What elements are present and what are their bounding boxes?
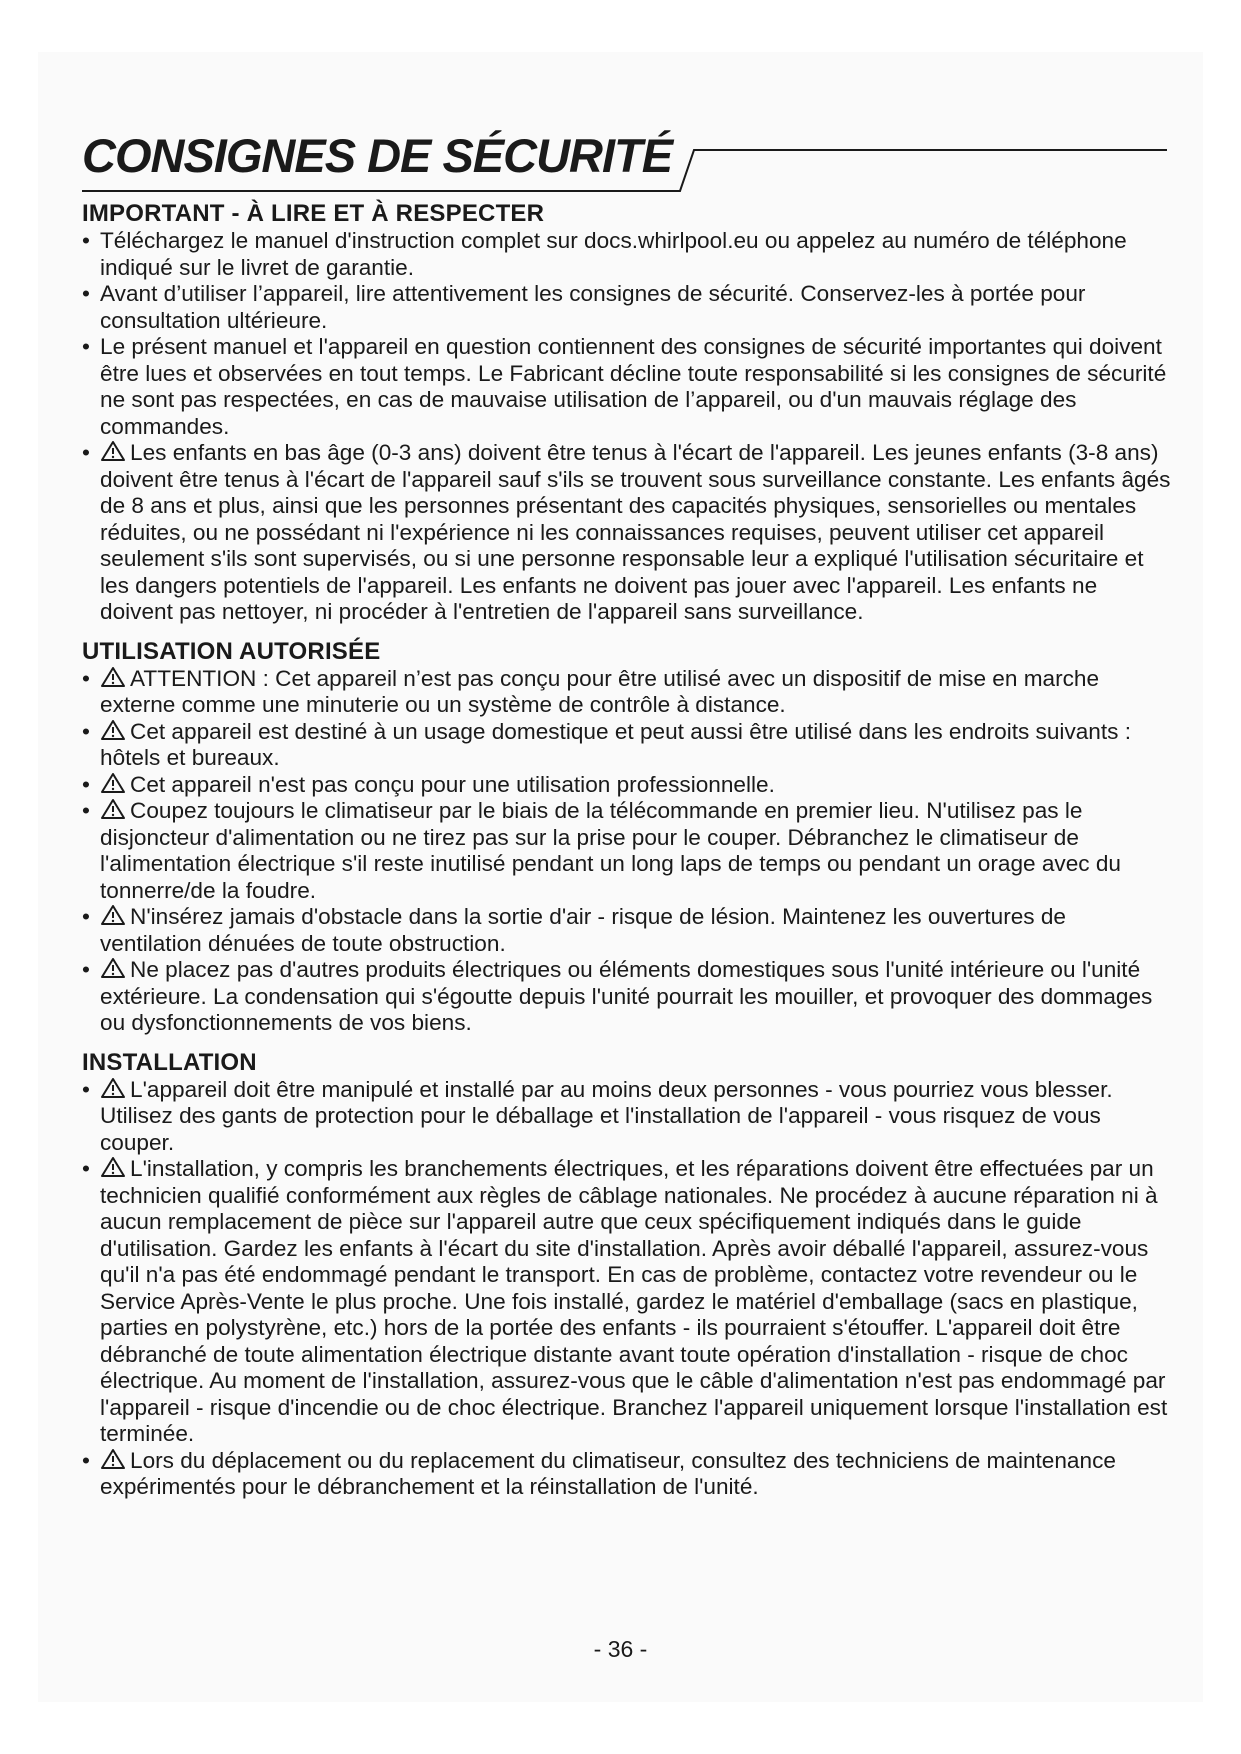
warning-triangle-icon	[100, 1448, 126, 1470]
list-item: • Coupez toujours le climatiseur par le biais de la télécommande en premier lieu. N'utilisez pas le disjoncteur d'alimentation ou ne tirez pas sur la prise pour le couper. Débranchez le climatiseur de l'alimentation électrique s'il reste inutilisé pendant un long laps de temps ou pendant un orage avec du tonnerre/de la foudre.	[82, 798, 1172, 904]
list-item: • Les enfants en bas âge (0-3 ans) doivent être tenus à l'écart de l'appareil. Les jeunes enfants (3-8 ans) doivent être tenus à l'écart de l'appareil sauf s'ils se trouvent sous surveillance constante. Les enfants âgés de 8 ans et plus, ainsi que les personnes présentant des capacités physiques, sensorielles ou mentales réduites, ou ne possédant ni l'expérience ni les connaissances requises, peuvent utiliser cet appareil seulement s'ils sont supervisés, ou si une personne responsable leur a expliqué l'utilisation sécuritaire et les dangers potentiels de l'appareil. Les enfants ne doivent pas jouer avec l'appareil. Les enfants ne doivent pas nettoyer, ni procéder à l'entretien de l'appareil sans surveillance.	[82, 440, 1172, 626]
warning-triangle-icon	[100, 1077, 126, 1099]
title-row	[82, 128, 1167, 196]
warning-triangle-icon	[100, 666, 126, 688]
section-heading-installation: INSTALLATION	[82, 1048, 257, 1076]
list-item: • Cet appareil n'est pas conçu pour une utilisation professionnelle.	[82, 772, 1172, 799]
list-item: • Le présent manuel et l'appareil en question contiennent des consignes de sécurité importantes qui doivent être lues et observées en tout temps. Le Fabricant décline toute responsabilité si les consignes de sécurité ne sont pas respectées, en cas de mauvaise utilisation de l’appareil, ou d'un mauvais réglage des commandes.	[82, 334, 1172, 440]
important-list	[82, 228, 1172, 626]
warning-triangle-icon	[100, 772, 126, 794]
list-item: • ATTENTION : Cet appareil n’est pas conçu pour être utilisé avec un dispositif de mise en marche externe comme une minuterie ou un système de contrôle à distance.	[82, 666, 1172, 719]
list-item: • L'appareil doit être manipulé et installé par au moins deux personnes - vous pourriez vous blesser. Utilisez des gants de protection pour le déballage et l'installation de l'appareil - vous risquez de vous couper.	[82, 1077, 1172, 1157]
warning-triangle-icon	[100, 798, 126, 820]
warning-triangle-icon	[100, 719, 126, 741]
list-item: • Cet appareil est destiné à un usage domestique et peut aussi être utilisé dans les endroits suivants : hôtels et bureaux.	[82, 719, 1172, 772]
list-item: • Téléchargez le manuel d'instruction complet sur docs.whirlpool.eu ou appelez au numéro de téléphone indiqué sur le livret de garantie.	[82, 228, 1172, 281]
warning-triangle-icon	[100, 440, 126, 462]
utilisation-list	[82, 666, 1172, 1037]
warning-triangle-icon	[100, 904, 126, 926]
page-title: CONSIGNES DE SÉCURITÉ	[82, 129, 673, 182]
list-item: • Avant d’utiliser l’appareil, lire attentivement les consignes de sécurité. Conservez-les à portée pour consultation ultérieure.	[82, 281, 1172, 334]
list-item: • Lors du déplacement ou du replacement du climatiseur, consultez des techniciens de maintenance expérimentés pour le débranchement et la réinstallation de l'unité.	[82, 1448, 1172, 1501]
page-number: - 36 -	[593, 1636, 648, 1662]
warning-triangle-icon	[100, 957, 126, 979]
warning-triangle-icon	[100, 1156, 126, 1178]
section-heading-important: IMPORTANT - À LIRE ET À RESPECTER	[82, 200, 545, 227]
list-item: • L'installation, y compris les branchements électriques, et les réparations doivent être effectuées par un technicien qualifié conformément aux règles de câblage nationales. Ne procédez à aucune réparation ni à aucun remplacement de pièce sur l'appareil autre que ceux spécifiquement indiqués dans le guide d'utilisation. Gardez les enfants à l'écart du site d'installation. Après avoir déballé l'appareil, assurez-vous qu'il n'a pas été endommagé pendant le transport. En cas de problème, contactez votre revendeur ou le Service Après-Vente le plus proche. Une fois installé, gardez le matériel d'emballage (sacs en plastique, parties en polystyrène, etc.) hors de la portée des enfants - ils pourraient s'étouffer. L'appareil doit être débranché de toute alimentation électrique distante avant toute opération d'installation - risque de choc électrique. Au moment de l'installation, assurez-vous que le câble d'alimentation n'est pas endommagé par l'appareil - risque d'incendie ou de choc électrique. Branchez l'appareil uniquement lorsque l'installation est terminée.	[82, 1156, 1172, 1448]
document-body	[82, 200, 1172, 1501]
list-item: • N'insérez jamais d'obstacle dans la sortie d'air - risque de lésion. Maintenez les ouvertures de ventilation dénuées de toute obstruction.	[82, 904, 1172, 957]
list-item: • Ne placez pas d'autres produits électriques ou éléments domestiques sous l'unité intérieure ou l'unité extérieure. La condensation qui s'égoutte depuis l'unité pourrait les mouiller, et provoquer des dommages ou dysfonctionnements de vos biens.	[82, 957, 1172, 1037]
section-heading-utilisation: UTILISATION AUTORISÉE	[82, 637, 381, 665]
installation-list	[82, 1077, 1172, 1501]
